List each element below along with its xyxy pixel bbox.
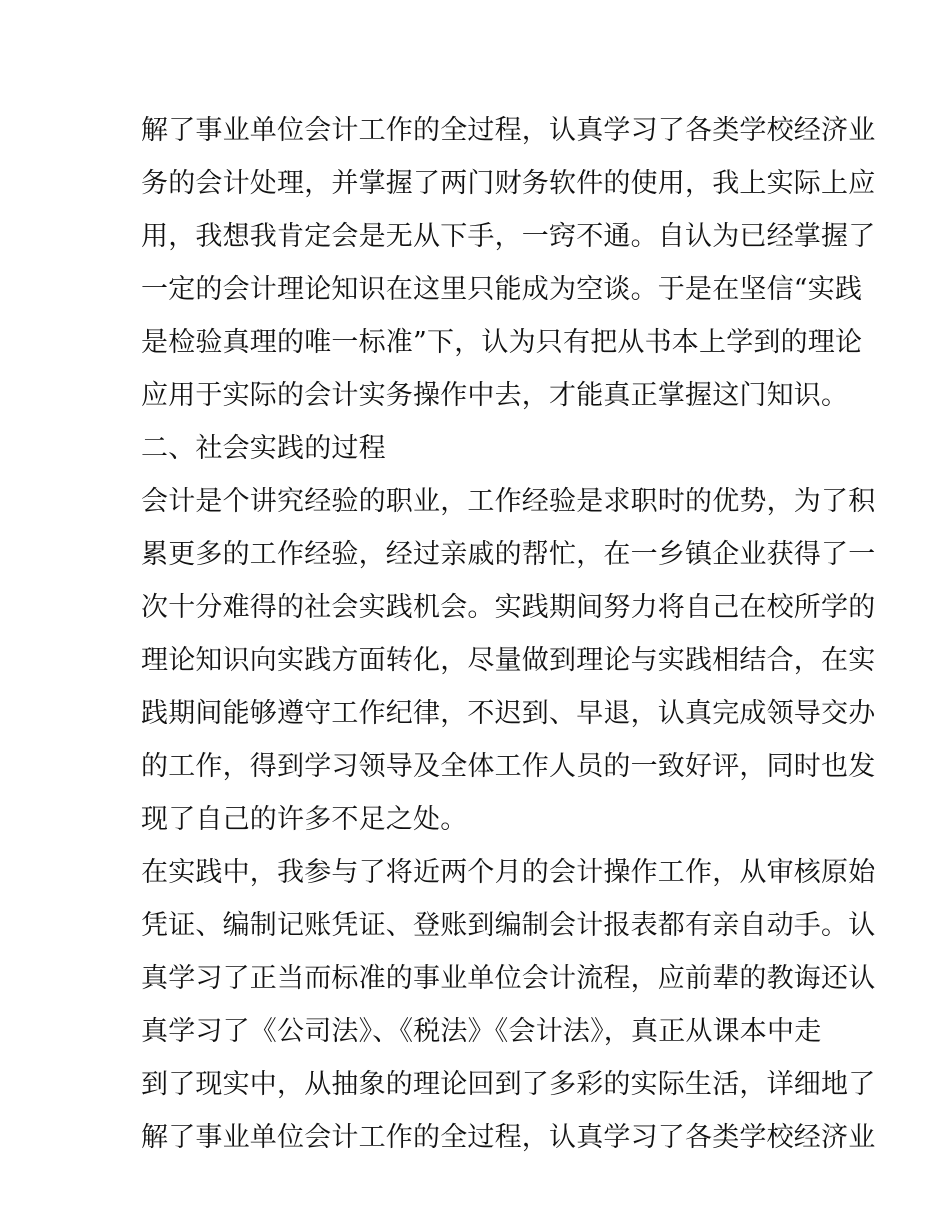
text-line-20: 解了事业单位会计工作的全过程，认真学习了各类学校经济业 <box>141 1122 876 1153</box>
text-line-2: 务的会计处理，并掌握了两门财务软件的使用，我上实际上应 <box>141 168 876 199</box>
text-line-11: 理论知识向实践方面转化，尽量做到理论与实践相结合，在实 <box>141 645 876 676</box>
text-line-8: 会计是个讲究经验的职业，工作经验是求职时的优势，为了积 <box>141 486 876 517</box>
text-line-6: 应用于实际的会计实务操作中去，才能真正掌握这门知识。 <box>141 380 849 411</box>
body-text <box>141 104 876 1164</box>
text-line-19: 到了现实中，从抽象的理论回到了多彩的实际生活，详细地了 <box>141 1069 876 1100</box>
text-line-10: 次十分难得的社会实践机会。实践期间努力将自己在校所学的 <box>141 592 876 623</box>
text-line-1: 解了事业单位会计工作的全过程，认真学习了各类学校经济业 <box>141 115 876 146</box>
text-line-17: 真学习了正当而标准的事业单位会计流程，应前辈的教诲还认 <box>141 963 876 994</box>
text-line-9: 累更多的工作经验，经过亲戚的帮忙，在一乡镇企业获得了一 <box>141 539 876 570</box>
text-line-13: 的工作，得到学习领导及全体工作人员的一致好评，同时也发 <box>141 751 876 782</box>
text-line-14: 现了自己的许多不足之处。 <box>141 804 468 835</box>
text-line-16: 凭证、编制记账凭证、登账到编制会计报表都有亲自动手。认 <box>141 910 876 941</box>
text-line-18: 真学习了《公司法》、《税法》《会计法》，真正从课本中走 <box>141 1016 822 1047</box>
text-line-3: 用，我想我肯定会是无从下手，一窍不通。自认为已经掌握了 <box>141 221 876 252</box>
text-line-15: 在实践中，我参与了将近两个月的会计操作工作，从审核原始 <box>141 857 876 888</box>
text-line-5: 是检验真理的唯一标准”下，认为只有把从书本上学到的理论 <box>141 327 863 358</box>
text-line-4: 一定的会计理论知识在这里只能成为空谈。于是在坚信“实践 <box>141 274 863 305</box>
section-heading: 二、社会实践的过程 <box>141 433 386 464</box>
text-line-12: 践期间能够遵守工作纪律，不迟到、早退，认真完成领导交办 <box>141 698 876 729</box>
